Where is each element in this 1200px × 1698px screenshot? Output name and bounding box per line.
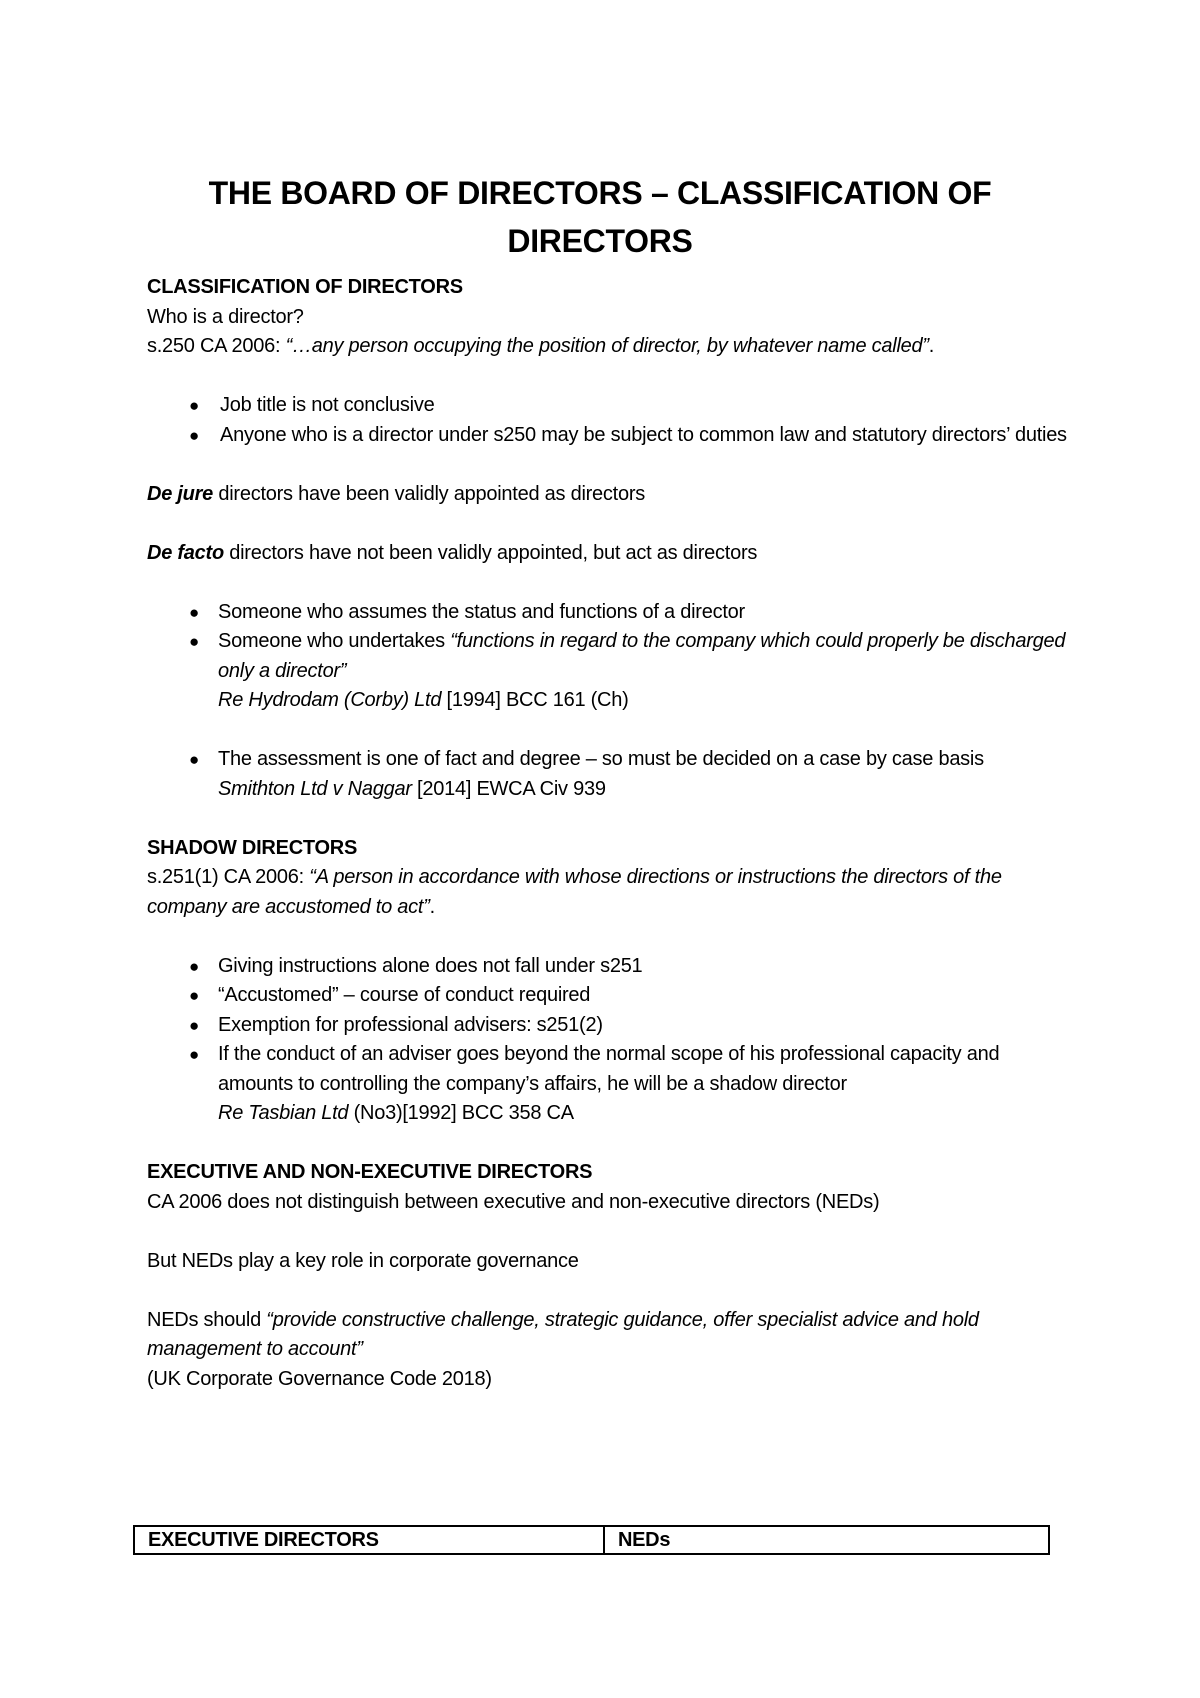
section-heading-shadow: SHADOW DIRECTORS — [147, 836, 358, 859]
case-citation: [2014] EWCA Civ 939 — [411, 777, 606, 800]
statute-s250 — [147, 332, 1067, 362]
statute-ref: s.251(1) CA 2006: — [147, 866, 310, 888]
list-item: ● Giving instructions alone does not fall under s251 — [147, 952, 1067, 982]
ca-2006-line: CA 2006 does not distinguish between executive and non-executive directors (NEDs) — [147, 1190, 880, 1213]
case-name: Re Hydrodam (Corby) Ltd — [218, 689, 442, 711]
statute-ref: s.250 CA 2006: — [147, 335, 286, 357]
list-item: ● Someone who undertakes “functions in regard to the company which could properly be discharged only a director” Re Hydrodam (Corby) Ltd [1994] BCC 161 (Ch) — [147, 627, 1067, 716]
case-name: Smithton Ltd v Naggar — [218, 777, 412, 800]
list-item: ● If the conduct of an adviser goes beyond the normal scope of his professional capacity and amounts to controlling the company’s affairs, he will be a shadow director Re Tasbian Ltd (No3)[1992] BCC 358 CA — [147, 1040, 1067, 1129]
neds-role-line: But NEDs play a key role in corporate governance — [147, 1249, 579, 1272]
list-item: ● The assessment is one of fact and degree – so must be decided on a case by case basis Smithton Ltd v Naggar [2014] EWCA Civ 939 — [147, 745, 1067, 804]
list-item: ● Job title is not conclusive — [147, 391, 1067, 421]
shadow-bullets — [147, 952, 1067, 1129]
code-quote: “provide constructive challenge, strategic guidance, offer specialist advice and hold management to account” — [147, 1308, 979, 1360]
de-jure-term: De jure — [147, 482, 214, 505]
question-line: Who is a director? — [147, 305, 304, 328]
table-header-executive: EXECUTIVE DIRECTORS — [134, 1526, 604, 1554]
list-item: ● Someone who assumes the status and functions of a director — [147, 598, 1067, 628]
list-item: ● Exemption for professional advisers: s251(2) — [147, 1011, 1067, 1041]
document-title: THE BOARD OF DIRECTORS – CLASSIFICATION OF DIRECTORS — [208, 175, 992, 260]
bullet-icon: ● — [189, 1045, 200, 1064]
bullet-icon: ● — [189, 986, 200, 1005]
case-citation: [1994] BCC 161 (Ch) — [441, 689, 629, 711]
bullet-icon: ● — [189, 396, 200, 415]
bullet-icon: ● — [189, 632, 200, 651]
comparison-table — [133, 1525, 1050, 1555]
statute-end: . — [928, 335, 935, 357]
bullet-icon: ● — [189, 1015, 200, 1035]
case-citation: (No3)[1992] BCC 358 CA — [348, 1102, 574, 1124]
director-bullets — [147, 391, 1067, 450]
list-item: ● “Accustomed” – course of conduct required — [147, 981, 1067, 1011]
statute-end: . — [429, 895, 435, 918]
statute-quote: “A person in accordance with whose directions or instructions the directors of the company are accustomed to act” — [147, 866, 1002, 918]
table-header-neds: NEDs — [604, 1526, 1049, 1554]
statute-quote: “…any person occupying the position of director, by whatever name called” — [285, 335, 929, 357]
de-jure-line: De jure directors have been validly appointed as directors — [147, 482, 646, 505]
section-heading-executive: EXECUTIVE AND NON-EXECUTIVE DIRECTORS — [147, 1161, 593, 1183]
case-name: Re Tasbian Ltd — [218, 1102, 349, 1124]
list-item: ● Anyone who is a director under s250 may be subject to common law and statutory directors’ duties — [147, 421, 1067, 451]
assessment-bullets — [147, 745, 1067, 804]
de-facto-term: De facto — [147, 541, 224, 564]
statute-s251 — [147, 863, 1067, 922]
section-heading-classification: CLASSIFICATION OF DIRECTORS — [147, 276, 463, 298]
de-facto-line: De facto directors have not been validly appointed, but act as directors — [147, 541, 758, 564]
neds-should-line: NEDs should “provide constructive challenge, strategic guidance, offer specialist advice and hold management to account” — [147, 1308, 979, 1360]
bullet-icon: ● — [189, 602, 200, 622]
table-header-row — [134, 1526, 1049, 1554]
document-body — [147, 273, 1067, 1394]
de-facto-bullets — [147, 598, 1067, 716]
bullet-icon: ● — [189, 425, 200, 445]
code-source: (UK Corporate Governance Code 2018) — [147, 1367, 492, 1390]
bullet-icon: ● — [189, 956, 200, 976]
bullet-icon: ● — [189, 750, 200, 769]
